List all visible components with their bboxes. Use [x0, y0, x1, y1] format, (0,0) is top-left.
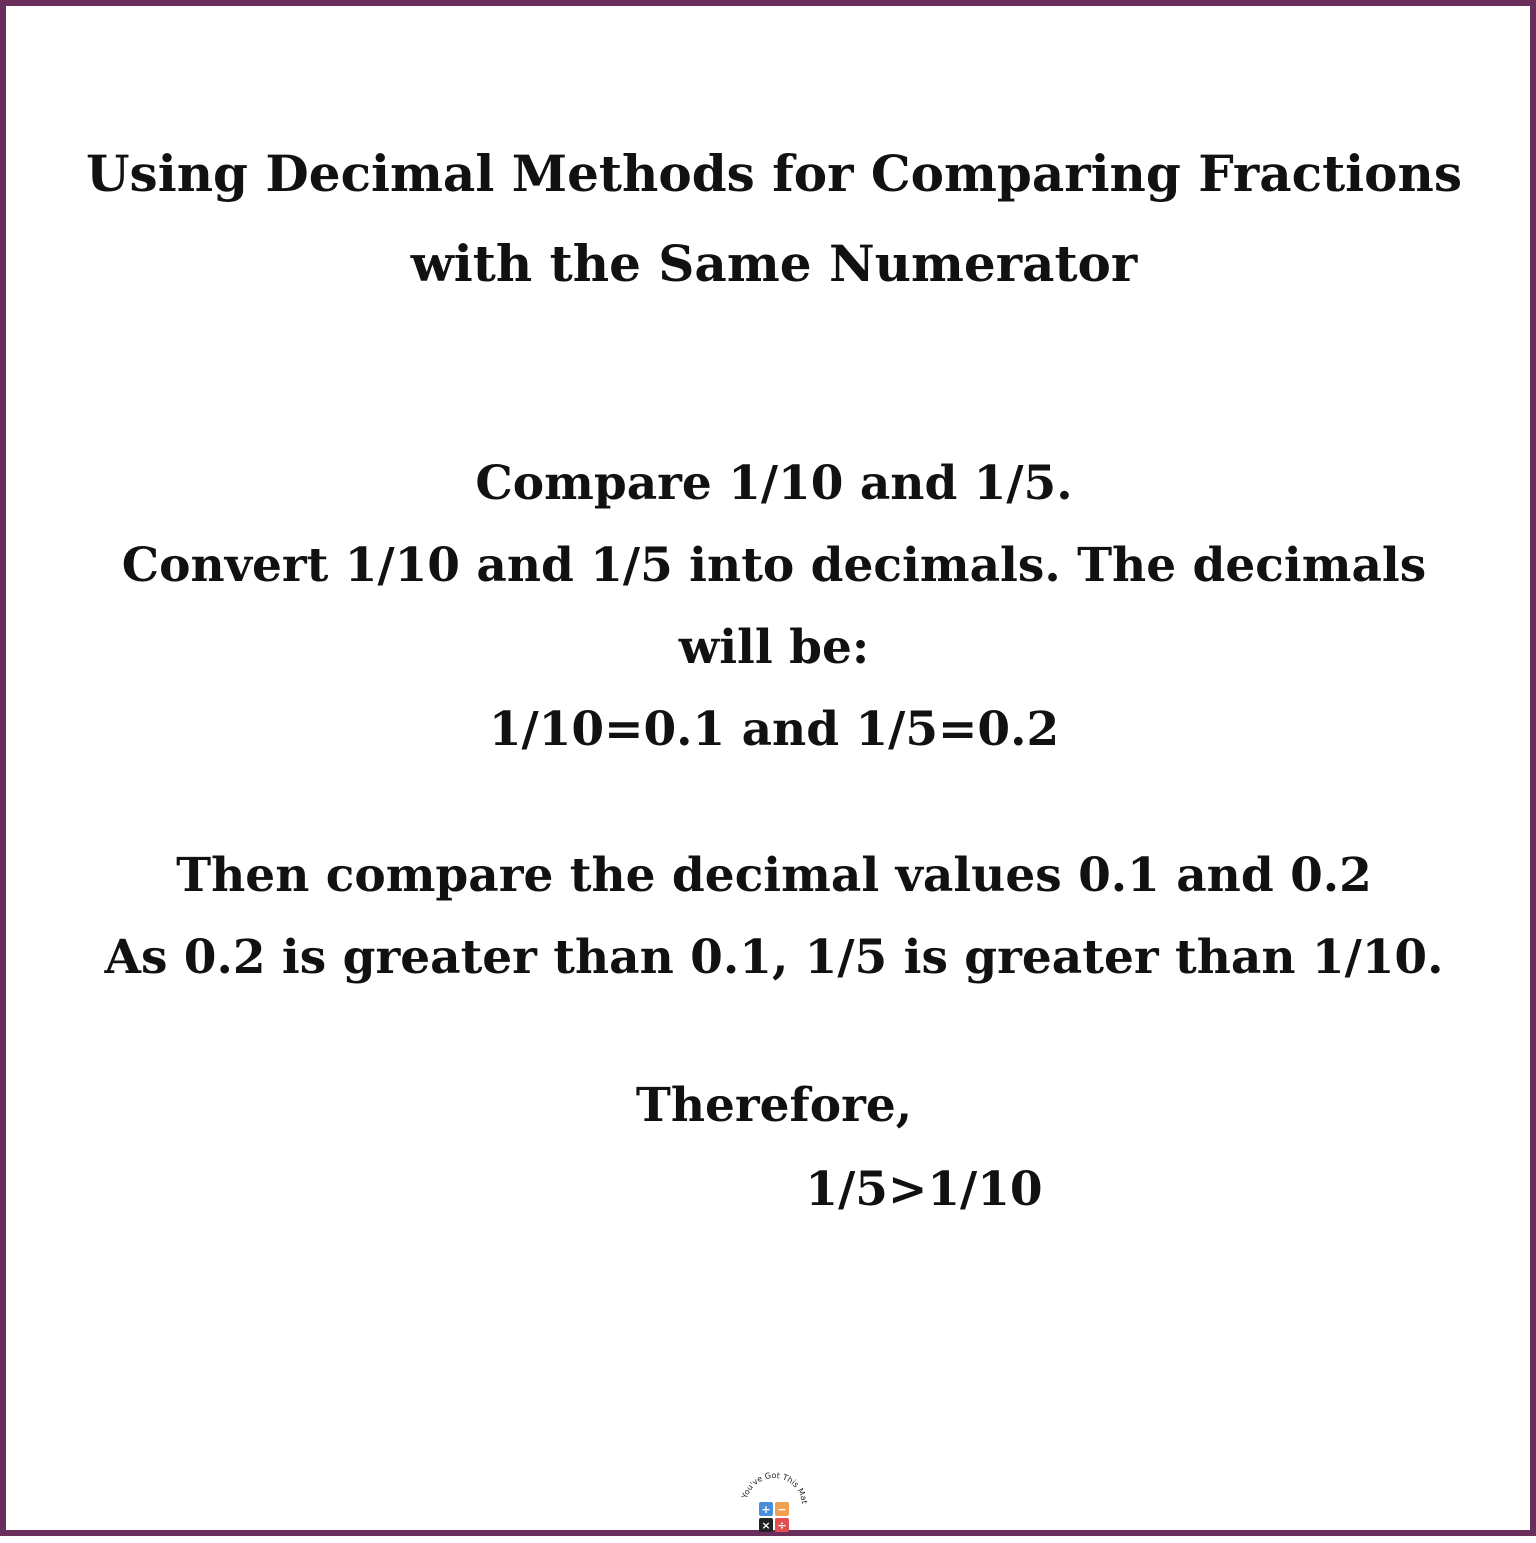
brand-logo: [734, 1468, 814, 1538]
title-line-1: Using Decimal Methods for Comparing Fractions: [85, 144, 1463, 203]
svg-text:−: −: [777, 1503, 787, 1516]
therefore-line: Therefore,: [635, 1078, 913, 1133]
svg-text:÷: ÷: [777, 1519, 787, 1532]
compare-line: Then compare the decimal values 0.1 and 0.2: [176, 848, 1372, 903]
title-line-2: with the Same Numerator: [410, 234, 1138, 293]
example-prompt: Compare 1/10 and 1/5.: [475, 456, 1073, 511]
decimals-line: 1/10=0.1 and 1/5=0.2: [488, 702, 1060, 757]
svg-text:×: ×: [761, 1519, 771, 1532]
convert-line-1: Convert 1/10 and 1/5 into decimals. The decimals: [121, 538, 1427, 593]
result-line: 1/5>1/10: [805, 1162, 1043, 1217]
convert-line-2: will be:: [678, 620, 870, 675]
logo-brand-text: You've Got This Mat: [740, 1470, 809, 1505]
brand-logo-icon: [734, 1468, 814, 1538]
svg-text:You've Got This Math: [734, 1468, 809, 1504]
reason-line: As 0.2 is greater than 0.1, 1/5 is greater than 1/10.: [104, 930, 1444, 985]
svg-text:+: +: [761, 1503, 771, 1516]
